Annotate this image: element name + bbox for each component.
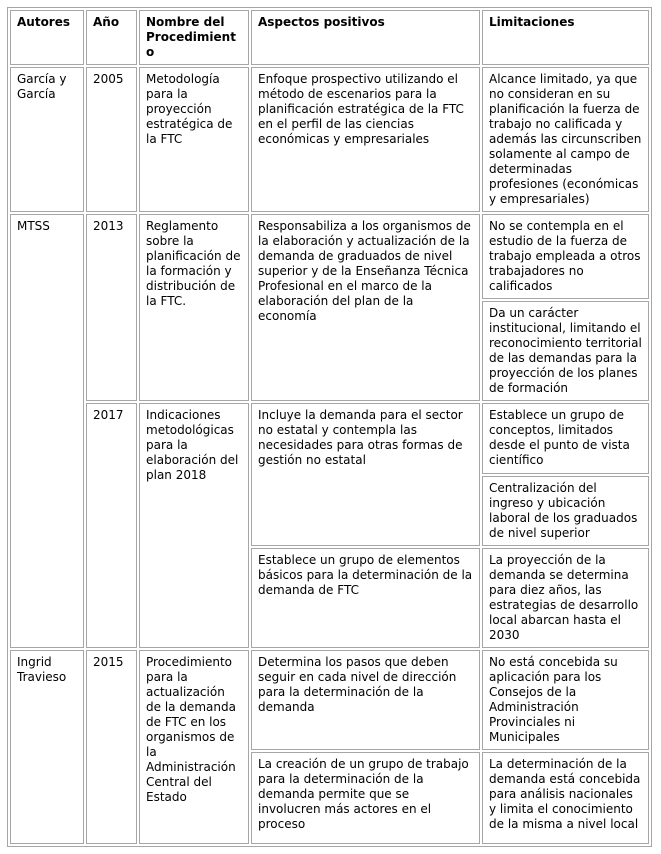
column-header-limitaciones: Limitaciones	[482, 10, 649, 65]
cell-mtss2017-limitacion-1: Establece un grupo de conceptos, limitados desde el punto de vista científico	[482, 403, 649, 474]
cell-mtss2017-ano: 2017	[86, 403, 137, 648]
cell-travieso-nombre: Procedimiento para la actualización de la demanda de FTC en los organismos de la Administración Central del Estado	[139, 650, 249, 844]
cell-mtss2017-limitacion-3: La proyección de la demanda se determina para diez años, las estrategias de desarrollo local abarcan hasta el 2030	[482, 548, 649, 648]
cell-mtss2017-nombre: Indicaciones metodológicas para la elaboración del plan 2018	[139, 403, 249, 648]
cell-mtss2013-limitacion-2: Da un carácter institucional, limitando el reconocimiento territorial de las demandas para la proyección de los planes de formación	[482, 301, 649, 401]
cell-mtss2013-limitacion-1: No se contempla en el estudio de la fuerza de trabajo empleada a otros trabajadores no calificados	[482, 214, 649, 299]
cell-travieso-ano: 2015	[86, 650, 137, 844]
cell-mtss-autor: MTSS	[10, 214, 84, 648]
cell-garcia-aspecto: Enfoque prospectivo utilizando el método de escenarios para la planificación estratégica de la FTC en el perfil de las ciencias económicas y empresariales	[251, 67, 480, 212]
row-mtss-2013-a	[10, 214, 649, 299]
row-mtss-2017-a	[10, 403, 649, 474]
column-header-aspectos-positivos: Aspectos positivos	[251, 10, 480, 65]
cell-garcia-nombre: Metodología para la proyección estratégica de la FTC	[139, 67, 249, 212]
cell-travieso-limitacion-2: La determinación de la demanda está concebida para análisis nacionales y limita el conocimiento de la misma a nivel local	[482, 752, 649, 844]
cell-garcia-ano: 2005	[86, 67, 137, 212]
cell-mtss2013-ano: 2013	[86, 214, 137, 401]
cell-mtss2013-nombre: Reglamento sobre la planificación de la formación y distribución de la FTC.	[139, 214, 249, 401]
column-header-autores: Autores	[10, 10, 84, 65]
row-travieso-2015-a	[10, 650, 649, 750]
cell-mtss2017-aspecto-1: Incluye la demanda para el sector no estatal y contempla las necesidades para otras formas de gestión no estatal	[251, 403, 480, 546]
row-garcia-2005	[10, 67, 649, 212]
cell-garcia-autor: García y García	[10, 67, 84, 212]
cell-travieso-limitacion-1: No está concebida su aplicación para los Consejos de la Administración Provinciales ni Municipales	[482, 650, 649, 750]
cell-mtss2013-aspecto: Responsabiliza a los organismos de la elaboración y actualización de la demanda de graduados de nivel superior y de la Enseñanza Técnica Profesional en el marco de la elaboración del plan de la economía	[251, 214, 480, 401]
cell-garcia-limitacion: Alcance limitado, ya que no consideran en su planificación la fuerza de trabajo no calificada y además las circunscriben solamente al campo de determinadas profesiones (económicas y empresariales)	[482, 67, 649, 212]
column-header-nombre-procedimiento: Nombre del Procedimiento	[139, 10, 249, 65]
cell-travieso-aspecto-1: Determina los pasos que deben seguir en cada nivel de dirección para la determinación de la demanda	[251, 650, 480, 750]
column-header-ano: Año	[86, 10, 137, 65]
cell-mtss2017-aspecto-2: Establece un grupo de elementos básicos para la determinación de la demanda de FTC	[251, 548, 480, 648]
procedures-comparison-table	[7, 7, 652, 847]
cell-travieso-autor: Ingrid Travieso	[10, 650, 84, 844]
cell-travieso-aspecto-2: La creación de un grupo de trabajo para la determinación de la demanda permite que se involucren más actores en el proceso	[251, 752, 480, 844]
cell-mtss2017-limitacion-2: Centralización del ingreso y ubicación laboral de los graduados de nivel superior	[482, 476, 649, 546]
table-header-row	[10, 10, 649, 65]
